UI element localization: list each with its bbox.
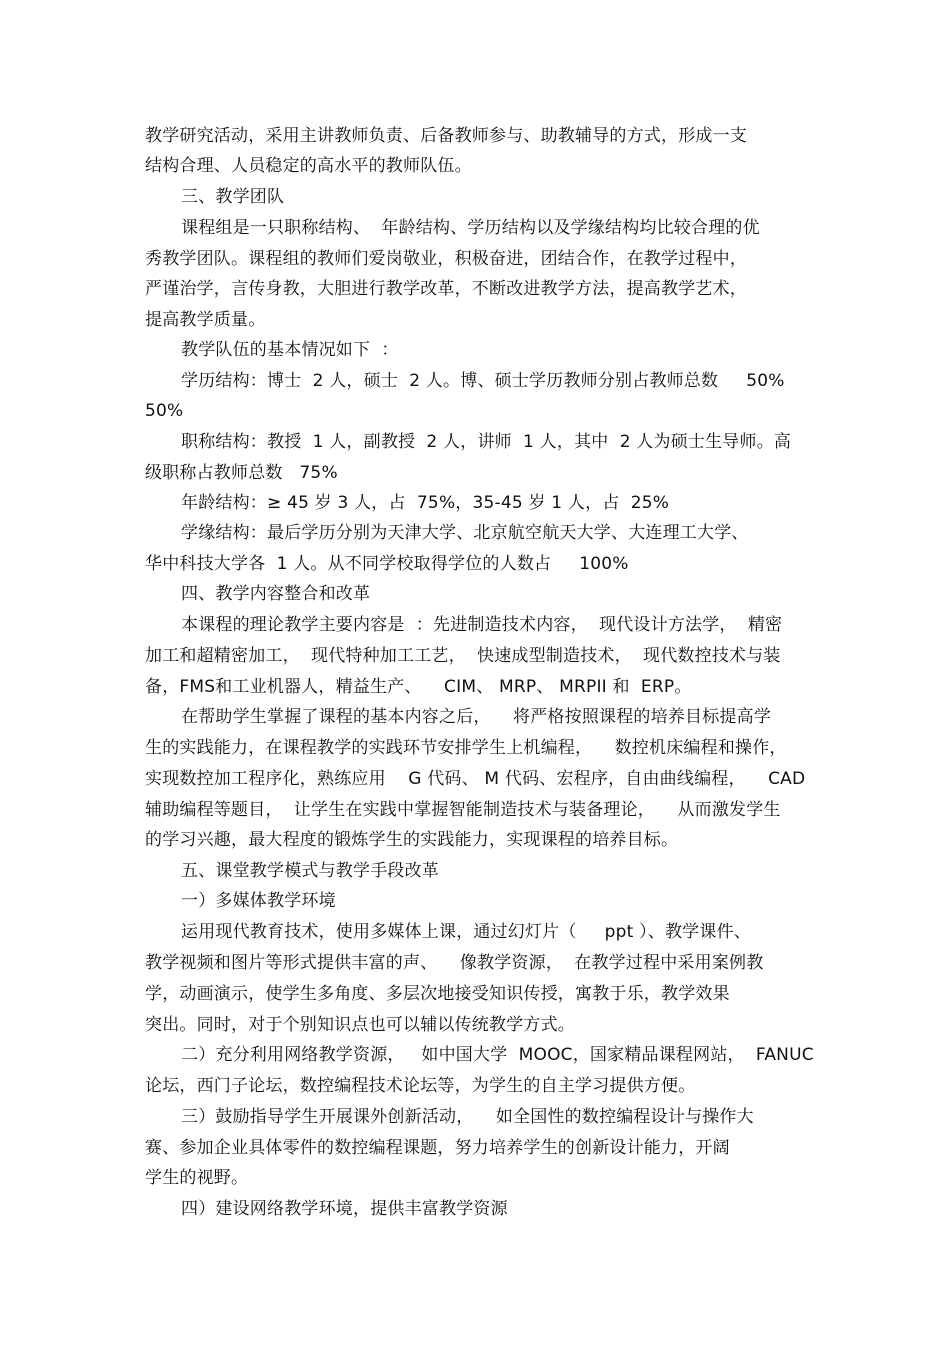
- section-heading: 五、课堂教学模式与教学手段改革: [181, 861, 439, 881]
- paragraph-line: 秀教学团队。课程组的教师们爱岗敬业，积极奋进，团结合作，在教学过程中，: [145, 249, 747, 269]
- paragraph-line: 赛、参加企业具体零件的数控编程课题，努力培养学生的创新设计能力，开阔: [145, 1138, 730, 1158]
- paragraph-line: 年龄结构：≥ 45 岁 3 人，占 75%，35-45 岁 1 人，占 25%: [181, 493, 670, 513]
- paragraph-line: 备，FMS和工业机器人，精益生产、 CIM、 MRP、 MRPII 和 ERP。: [145, 677, 692, 697]
- paragraph-line: 实现数控加工程序化，熟练应用 G 代码、 M 代码、宏程序，自由曲线编程， CAD: [145, 769, 806, 789]
- paragraph-line: 辅助编程等题目， 让学生在实践中掌握智能制造技术与装备理论， 从而激发学生: [145, 800, 781, 820]
- paragraph-line: 加工和超精密加工， 现代特种加工工艺， 快速成型制造技术， 现代数控技术与装: [145, 646, 781, 666]
- section-heading: 四、教学内容整合和改革: [181, 584, 371, 604]
- paragraph-line: 级职称占教师总数 75%: [145, 463, 338, 483]
- paragraph-line: 课程组是一只职称结构、 年龄结构、学历结构以及学缘结构均比较合理的优: [181, 218, 760, 238]
- paragraph-line: 50%: [145, 401, 184, 421]
- paragraph-line: 学生的视野。: [145, 1168, 249, 1188]
- paragraph-line: 提高教学质量。: [145, 310, 266, 330]
- paragraph-line: 严谨治学，言传身教，大胆进行教学改革，不断改进教学方法，提高教学艺术，: [145, 279, 747, 299]
- paragraph-line: 学，动画演示，使学生多角度、多层次地接受知识传授，寓教于乐，教学效果: [145, 984, 730, 1004]
- paragraph-line: 学历结构：博士 2 人，硕士 2 人。博、硕士学历教师分别占教师总数 50%: [181, 371, 785, 391]
- paragraph-line: 突出。同时，对于个别知识点也可以辅以传统教学方式。: [145, 1015, 575, 1035]
- paragraph-line: 教学视频和图片等形式提供丰富的声、 像教学资源， 在教学过程中采用案例教: [145, 953, 764, 973]
- paragraph-line: 学缘结构：最后学历分别为天津大学、北京航空航天大学、大连理工大学、: [181, 523, 749, 543]
- paragraph-line: 教学队伍的基本情况如下 ：: [181, 340, 399, 360]
- paragraph-line: 三）鼓励指导学生开展课外创新活动， 如全国性的数控编程设计与操作大: [181, 1107, 754, 1127]
- subsection-heading: 一）多媒体教学环境: [181, 891, 336, 911]
- paragraph-line: 结构合理、人员稳定的高水平的教师队伍。: [145, 156, 472, 176]
- paragraph-line: 教学研究活动，采用主讲教师负责、后备教师参与、助教辅导的方式，形成一支: [145, 126, 747, 146]
- paragraph-line: 职称结构：教授 1 人，副教授 2 人，讲师 1 人，其中 2 人为硕士生导师。高: [181, 432, 792, 452]
- paragraph-line: 生的实践能力，在课程教学的实践环节安排学生上机编程， 数控机床编程和操作，: [145, 738, 787, 758]
- paragraph-line: 本课程的理论教学主要内容是 ：先进制造技术内容， 现代设计方法学， 精密: [181, 615, 783, 635]
- paragraph-line: 二）充分利用网络教学资源， 如中国大学 MOOC，国家精品课程网站， FANUC: [181, 1045, 814, 1065]
- paragraph-line: 华中科技大学各 1 人。从不同学校取得学位的人数占 100%: [145, 554, 629, 574]
- subsection-heading: 四）建设网络教学环境，提供丰富教学资源: [181, 1199, 508, 1219]
- paragraph-line: 在帮助学生掌握了课程的基本内容之后， 将严格按照课程的培养目标提高学: [181, 707, 772, 727]
- paragraph-line: 的学习兴趣，最大程度的锻炼学生的实践能力，实现课程的培养目标。: [145, 830, 679, 850]
- paragraph-line: 运用现代教育技术，使用多媒体上课，通过幻灯片（ ppt ）、教学课件、: [181, 922, 751, 942]
- section-heading: 三、教学团队: [181, 187, 285, 207]
- paragraph-line: 论坛，西门子论坛，数控编程技术论坛等，为学生的自主学习提供方便。: [145, 1076, 696, 1096]
